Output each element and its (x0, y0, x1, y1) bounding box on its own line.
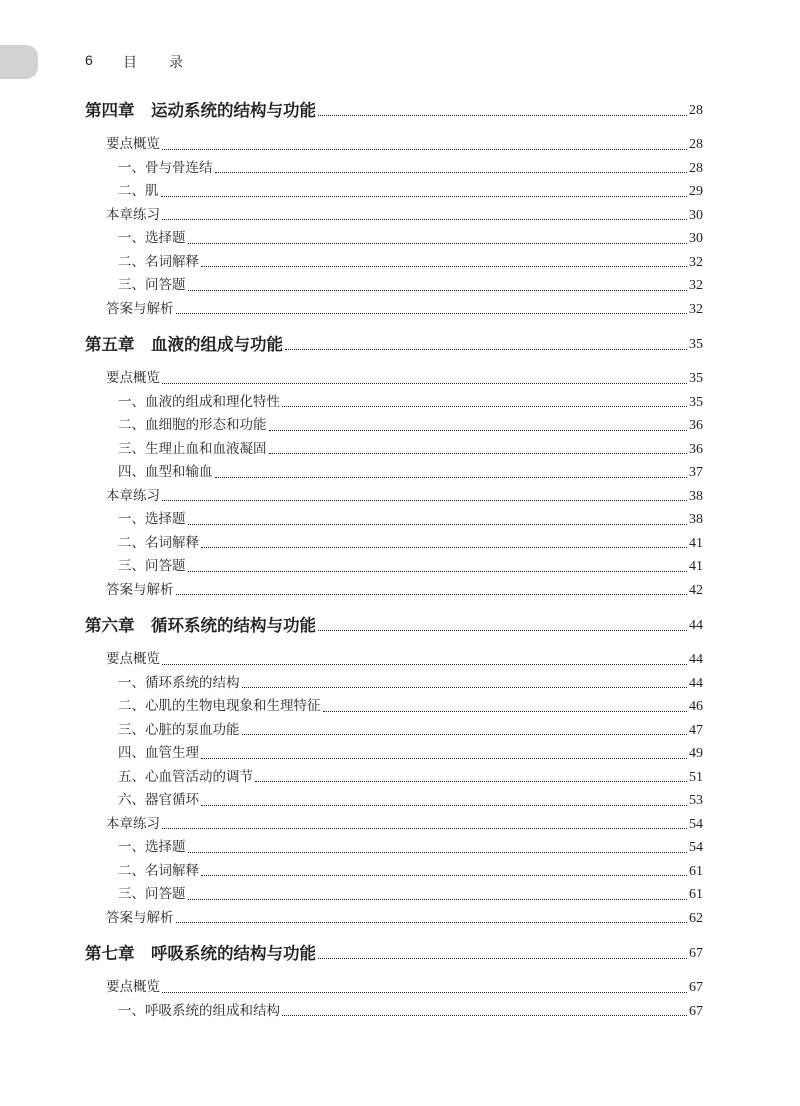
dot-leader (162, 383, 687, 384)
toc-entry-label: 二、心肌的生物电现象和生理特征 (118, 698, 321, 714)
toc-page-number: 47 (689, 722, 703, 738)
toc-entry[interactable] (85, 204, 703, 228)
toc-entry[interactable] (85, 672, 703, 696)
toc-entry[interactable] (85, 251, 703, 275)
toc-page-number: 67 (689, 946, 703, 961)
dot-leader (215, 477, 688, 478)
toc-page-number: 44 (689, 618, 703, 633)
dot-leader (162, 664, 687, 665)
toc-entry[interactable] (85, 836, 703, 860)
toc-entry[interactable] (85, 414, 703, 438)
toc-entry[interactable] (85, 438, 703, 462)
dot-leader (188, 524, 688, 525)
toc-entry[interactable] (85, 742, 703, 766)
toc-entry-label: 要点概览 (106, 370, 160, 386)
toc-page-number: 28 (689, 137, 703, 152)
toc-entry-label: 一、选择题 (118, 511, 186, 527)
table-of-contents (85, 99, 703, 1023)
toc-entry-label: 本章练习 (106, 206, 160, 223)
toc-entry-label: 三、心脏的泵血功能 (118, 721, 240, 738)
dot-leader (162, 828, 687, 829)
dot-leader (176, 594, 688, 595)
toc-entry-label: 一、呼吸系统的组成和结构 (118, 1002, 280, 1019)
toc-page-number: 51 (689, 769, 703, 785)
toc-entry-label: 要点概览 (106, 979, 160, 995)
dot-leader (176, 313, 688, 314)
header-title-char-1: 目 (123, 55, 137, 71)
toc-entry-label: 六、器官循环 (118, 792, 199, 808)
toc-entry[interactable] (85, 133, 703, 157)
toc-page-number: 49 (689, 746, 703, 761)
toc-page-number: 54 (689, 840, 703, 855)
toc-page-number: 35 (689, 337, 703, 352)
toc-entry-label: 三、问答题 (118, 558, 186, 574)
page-edge-tab (0, 45, 38, 79)
dot-leader (215, 172, 688, 173)
dot-leader (188, 243, 688, 244)
dot-leader (318, 630, 687, 631)
toc-entry[interactable] (85, 391, 703, 415)
toc-entry-label: 本章练习 (106, 487, 160, 504)
toc-entry-label: 要点概览 (106, 136, 160, 152)
toc-entry-label: 一、选择题 (118, 839, 186, 855)
toc-entry-label: 二、血细胞的形态和功能 (118, 417, 267, 433)
toc-page-number: 61 (689, 887, 703, 902)
toc-entry[interactable] (85, 1000, 703, 1024)
toc-page-number: 44 (689, 652, 703, 667)
toc-entry-label: 五、心血管活动的调节 (118, 768, 253, 785)
dot-leader (161, 196, 688, 197)
toc-entry-label: 四、血型和输血 (118, 464, 213, 480)
dot-leader (242, 734, 688, 735)
dot-leader (176, 922, 688, 923)
toc-page-number: 38 (689, 488, 703, 504)
dot-leader (201, 805, 687, 806)
toc-page-number: 37 (689, 465, 703, 480)
toc-page-number: 38 (689, 512, 703, 527)
dot-leader (162, 149, 687, 150)
toc-entry-label: 一、循环系统的结构 (118, 674, 240, 691)
dot-leader (162, 992, 687, 993)
toc-entry[interactable] (85, 719, 703, 743)
dot-leader (323, 711, 688, 712)
toc-page-number: 28 (689, 160, 703, 176)
toc-entry-label: 答案与解析 (106, 909, 174, 926)
toc-page-number: 67 (689, 980, 703, 995)
toc-entry[interactable] (85, 813, 703, 837)
toc-chapter-entry[interactable] (85, 942, 703, 976)
toc-page-number: 30 (689, 207, 703, 223)
toc-entry[interactable] (85, 508, 703, 532)
dot-leader (188, 852, 688, 853)
toc-entry-label: 第七章 呼吸系统的结构与功能 (85, 944, 316, 963)
toc-page-number: 36 (689, 441, 703, 457)
toc-entry[interactable] (85, 274, 703, 298)
toc-entry-label: 第六章 循环系统的结构与功能 (85, 616, 316, 635)
toc-page-number: 61 (689, 863, 703, 879)
toc-entry-label: 本章练习 (106, 815, 160, 832)
toc-page-number: 53 (689, 793, 703, 808)
dot-leader (201, 266, 687, 267)
toc-entry[interactable] (85, 789, 703, 813)
dot-leader (188, 899, 688, 900)
dot-leader (282, 1015, 687, 1016)
toc-chapter-entry[interactable] (85, 614, 703, 648)
toc-entry-label: 第四章 运动系统的结构与功能 (85, 101, 316, 120)
toc-page-number: 32 (689, 254, 703, 270)
toc-chapter-entry[interactable] (85, 333, 703, 367)
dot-leader (282, 406, 687, 407)
toc-page-number: 32 (689, 278, 703, 293)
toc-entry[interactable] (85, 180, 703, 204)
toc-entry[interactable] (85, 367, 703, 391)
toc-page-number: 36 (689, 418, 703, 433)
page-number: 6 (85, 52, 93, 68)
toc-entry[interactable] (85, 532, 703, 556)
dot-leader (318, 115, 687, 116)
dot-leader (318, 958, 687, 959)
dot-leader (269, 430, 688, 431)
dot-leader (255, 781, 687, 782)
toc-entry[interactable] (85, 157, 703, 181)
toc-entry-label: 二、名词解释 (118, 862, 199, 879)
toc-entry[interactable] (85, 485, 703, 509)
dot-leader (201, 758, 687, 759)
dot-leader (162, 219, 687, 220)
toc-entry[interactable] (85, 579, 703, 603)
toc-entry-label: 二、名词解释 (118, 534, 199, 551)
toc-page-number: 28 (689, 103, 703, 118)
toc-entry[interactable] (85, 976, 703, 1000)
toc-entry-label: 答案与解析 (106, 300, 174, 317)
toc-entry-label: 一、骨与骨连结 (118, 159, 213, 176)
toc-page-number: 41 (689, 559, 703, 574)
toc-entry-label: 要点概览 (106, 651, 160, 667)
toc-page-number: 35 (689, 394, 703, 410)
dot-leader (269, 453, 688, 454)
toc-entry-label: 三、问答题 (118, 277, 186, 293)
toc-entry-label: 二、肌 (118, 183, 159, 199)
toc-entry[interactable] (85, 766, 703, 790)
toc-page-number: 46 (689, 699, 703, 714)
toc-page-number: 32 (689, 301, 703, 317)
toc-entry[interactable] (85, 883, 703, 907)
toc-entry[interactable] (85, 461, 703, 485)
toc-entry[interactable] (85, 695, 703, 719)
toc-entry[interactable] (85, 648, 703, 672)
dot-leader (201, 875, 687, 876)
toc-entry[interactable] (85, 907, 703, 931)
toc-page-number: 30 (689, 231, 703, 246)
toc-page-number: 67 (689, 1003, 703, 1019)
toc-page-number: 62 (689, 910, 703, 926)
toc-page-number: 44 (689, 675, 703, 691)
header-title-char-2: 录 (169, 55, 183, 71)
toc-entry-label: 三、问答题 (118, 886, 186, 902)
toc-entry-label: 答案与解析 (106, 581, 174, 598)
dot-leader (188, 571, 688, 572)
dot-leader (242, 687, 688, 688)
toc-page-number: 54 (689, 816, 703, 832)
running-header (85, 52, 183, 72)
toc-page-number: 35 (689, 371, 703, 386)
toc-entry-label: 一、选择题 (118, 230, 186, 246)
toc-chapter-entry[interactable] (85, 99, 703, 133)
toc-page-number: 41 (689, 535, 703, 551)
toc-page-number: 29 (689, 184, 703, 199)
toc-entry[interactable] (85, 860, 703, 884)
dot-leader (285, 349, 687, 350)
toc-entry-label: 二、名词解释 (118, 253, 199, 270)
toc-entry[interactable] (85, 555, 703, 579)
dot-leader (162, 500, 687, 501)
toc-page-number: 42 (689, 582, 703, 598)
toc-entry[interactable] (85, 298, 703, 322)
toc-entry[interactable] (85, 227, 703, 251)
toc-entry-label: 第五章 血液的组成与功能 (85, 335, 283, 354)
dot-leader (201, 547, 687, 548)
toc-entry-label: 四、血管生理 (118, 745, 199, 761)
toc-entry-label: 三、生理止血和血液凝固 (118, 440, 267, 457)
toc-entry-label: 一、血液的组成和理化特性 (118, 393, 280, 410)
dot-leader (188, 290, 688, 291)
